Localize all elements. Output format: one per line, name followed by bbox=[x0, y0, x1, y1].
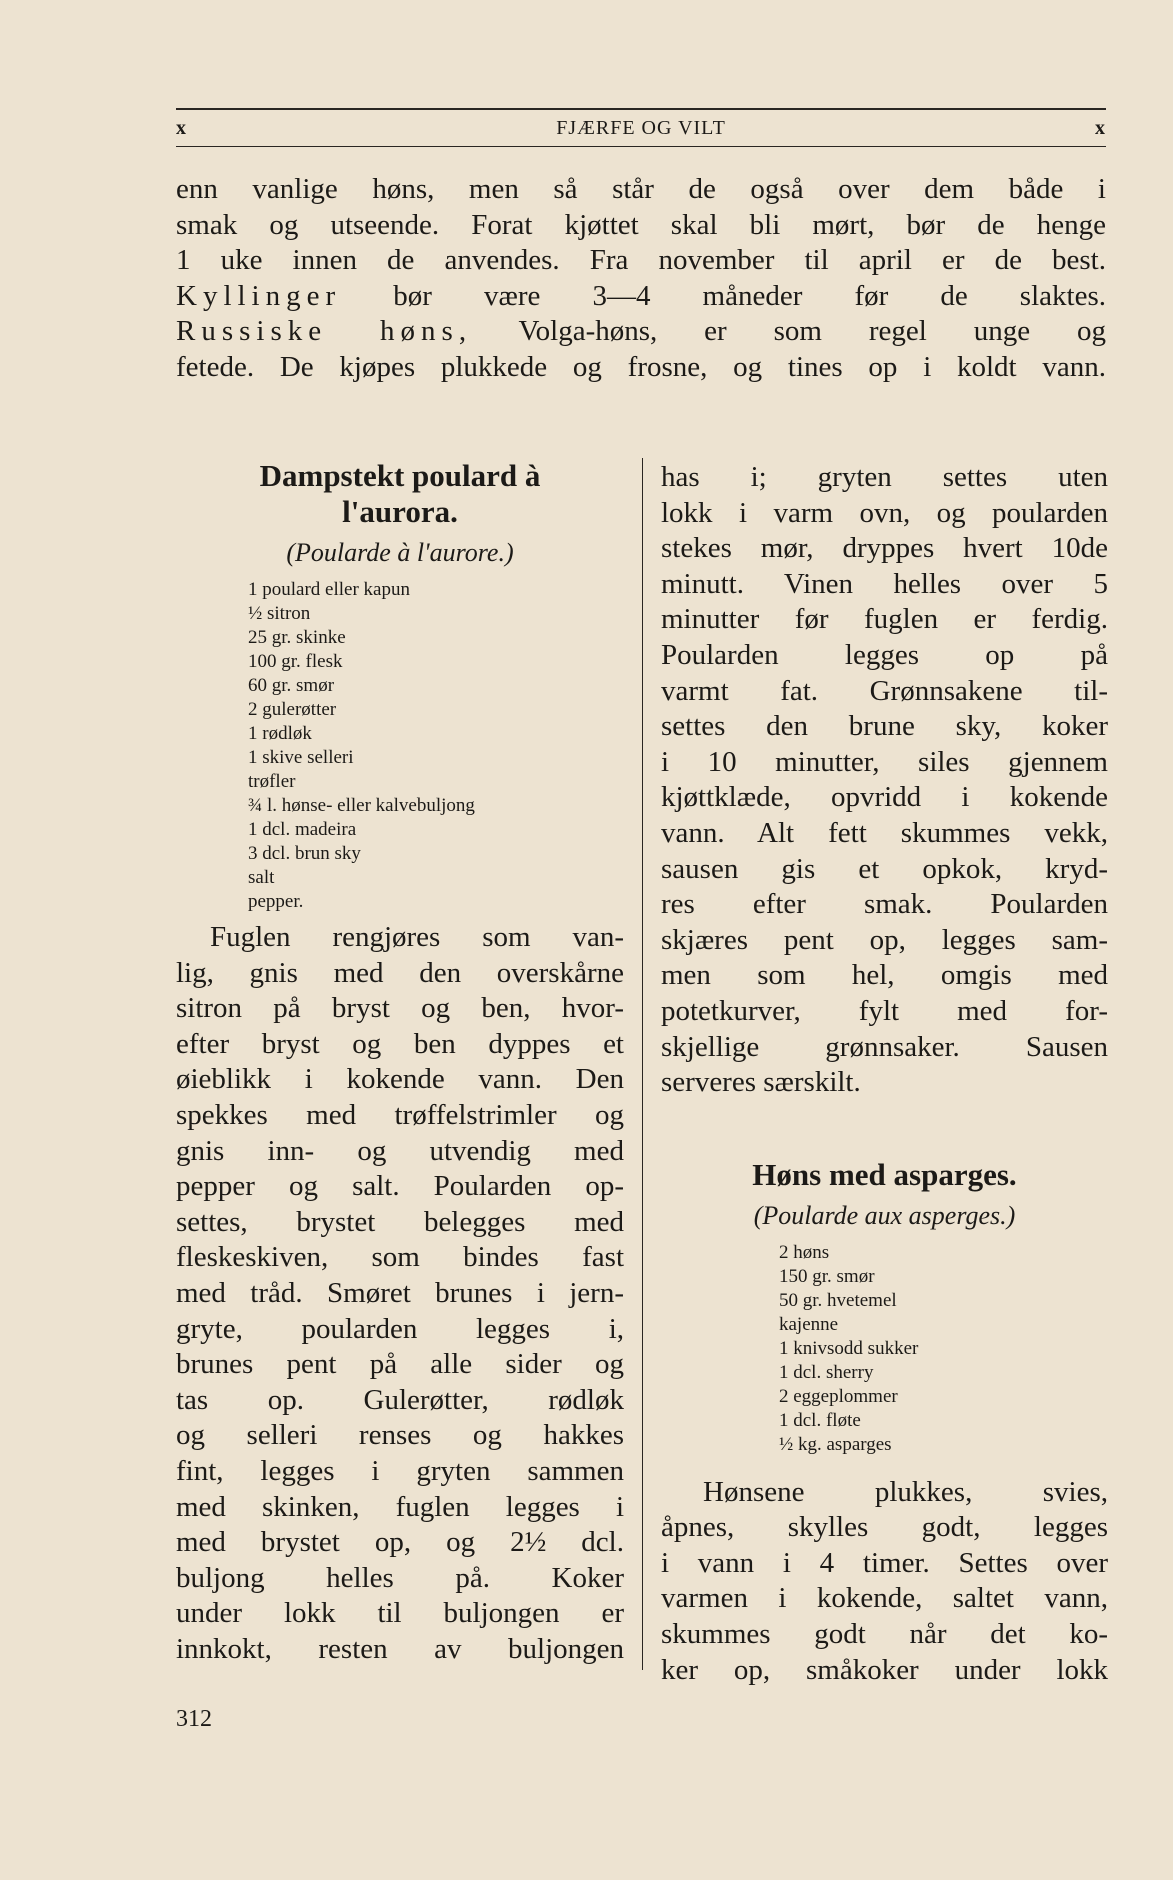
column-divider bbox=[642, 458, 643, 1670]
intro-paragraph bbox=[176, 172, 1106, 386]
ingredient-item: 1 skive selleri bbox=[248, 747, 354, 768]
recipe1-continuation bbox=[661, 460, 1108, 1101]
ingredient-item: ½ kg. asparges bbox=[779, 1433, 892, 1455]
body-line: kjøttklæde, opvridd i kokende bbox=[661, 781, 1108, 814]
ingredient-item: ½ sitron bbox=[248, 603, 311, 624]
ingredient-item: 1 dcl. fløte bbox=[779, 1409, 861, 1431]
intro-line: enn vanlige høns, men så står de også over dem både i bbox=[176, 173, 1106, 205]
body-line: i vann i 4 timer. Settes over bbox=[661, 1546, 1108, 1579]
intro-line: fetede. De kjøpes plukkede og frosne, og tines op i koldt vann. bbox=[176, 350, 1106, 383]
running-header bbox=[176, 112, 1106, 144]
body-line: has i; gryten settes uten bbox=[661, 461, 1108, 493]
body-line: Hønsene plukkes, svies, bbox=[703, 1475, 1108, 1508]
ingredient-item: 60 gr. smør bbox=[248, 675, 335, 696]
body-line: lokk i varm ovn, og poularden bbox=[661, 496, 1108, 529]
recipe2-subtitle: (Poularde aux asperges.) bbox=[753, 1200, 1016, 1230]
body-line: skummes godt når det ko- bbox=[661, 1618, 1108, 1651]
ingredient-item: 1 dcl. sherry bbox=[779, 1361, 874, 1383]
body-line: og selleri renses og hakkes bbox=[176, 1419, 624, 1452]
body-line: øieblikk i kokende vann. Den bbox=[176, 1063, 624, 1096]
body-line: minutter før fuglen er ferdig. bbox=[661, 603, 1108, 636]
header-rule-top bbox=[176, 108, 1106, 110]
right-column bbox=[661, 460, 1108, 1688]
body-line: settes, brystet belegges med bbox=[176, 1205, 624, 1238]
body-line: fleskeskiven, som bindes fast bbox=[176, 1241, 624, 1274]
ingredient-item: ¾ l. hønse- eller kalvebuljong bbox=[248, 795, 475, 816]
header-right-mark: x bbox=[1094, 116, 1106, 139]
recipe2-instructions bbox=[661, 1475, 1108, 1689]
recipe1-instructions bbox=[176, 920, 624, 1667]
intro-line: 1 uke innen de anvendes. Fra november til april er de best. bbox=[176, 244, 1106, 277]
ingredient-item: 1 rødløk bbox=[248, 723, 312, 744]
body-line: varmt fat. Grønnsakene til- bbox=[661, 674, 1108, 707]
body-line: lig, gnis med den overskårne bbox=[176, 956, 624, 989]
intro-line-rest: Volga-høns, er som regel unge og bbox=[472, 315, 1106, 348]
body-line: serveres særskilt. bbox=[661, 1066, 861, 1099]
kyllinger-term: Kyllinger bbox=[176, 279, 342, 312]
recipe1-title-line1: Dampstekt poulard à bbox=[259, 458, 541, 493]
body-line: potetkurver, fylt med for- bbox=[661, 994, 1108, 1027]
body-line: under lokk til buljongen er bbox=[176, 1597, 624, 1630]
ingredient-item: 50 gr. hvetemel bbox=[779, 1289, 897, 1311]
recipe1-ingredients bbox=[176, 578, 624, 914]
body-line: skjellige grønnsaker. Sausen bbox=[661, 1030, 1108, 1063]
body-line: skjæres pent op, legges sam- bbox=[661, 923, 1108, 956]
body-line: i 10 minutter, siles gjennem bbox=[661, 745, 1108, 778]
recipe2-title: Høns med asparges. bbox=[752, 1156, 1017, 1192]
intro-line bbox=[176, 279, 1106, 315]
body-line: res efter smak. Poularden bbox=[661, 888, 1108, 921]
body-line: Fuglen rengjøres som van- bbox=[210, 921, 624, 953]
body-line: med brystet op, og 2½ dcl. bbox=[176, 1526, 624, 1559]
body-line: åpnes, skylles godt, legges bbox=[661, 1511, 1108, 1544]
intro-line-rest: bør være 3—4 måneder før de slaktes. bbox=[341, 279, 1106, 312]
page-number: 312 bbox=[176, 1706, 212, 1732]
body-line: efter bryst og ben dyppes et bbox=[176, 1027, 624, 1060]
russiske-term: Russiske høns, bbox=[176, 315, 473, 348]
ingredient-item: 1 knivsodd sukker bbox=[779, 1337, 919, 1359]
body-line: varmen i kokende, saltet vann, bbox=[661, 1582, 1108, 1615]
ingredient-item: trøfler bbox=[248, 771, 296, 792]
body-line: tas op. Gulerøtter, rødløk bbox=[176, 1383, 624, 1416]
ingredient-item: 2 gulerøtter bbox=[248, 699, 337, 720]
ingredient-item: pepper. bbox=[248, 891, 304, 912]
body-line: vann. Alt fett skummes vekk, bbox=[661, 816, 1108, 849]
body-line: stekes mør, dryppes hvert 10de bbox=[661, 532, 1108, 565]
body-line: settes den brune sky, koker bbox=[661, 710, 1108, 743]
body-line: gnis inn- og utvendig med bbox=[176, 1134, 624, 1167]
header-left-mark: x bbox=[176, 116, 187, 139]
ingredient-item: 1 poulard eller kapun bbox=[248, 579, 410, 600]
body-line: gryte, poularden legges i, bbox=[176, 1312, 624, 1345]
left-column bbox=[176, 458, 624, 1667]
body-line: ker op, småkoker under lokk bbox=[661, 1653, 1108, 1686]
recipe1-subtitle: (Poularde à l'aurore.) bbox=[286, 538, 514, 567]
ingredient-item: 2 eggeplommer bbox=[779, 1385, 898, 1407]
ingredient-item: kajenne bbox=[779, 1313, 839, 1335]
body-line: fint, legges i gryten sammen bbox=[176, 1454, 624, 1487]
ingredient-item: 100 gr. flesk bbox=[248, 651, 343, 672]
body-line: med skinken, fuglen legges i bbox=[176, 1490, 624, 1523]
ingredient-item: 2 høns bbox=[779, 1241, 830, 1263]
recipe2-ingredients bbox=[661, 1241, 1108, 1457]
ingredient-item: 150 gr. smør bbox=[779, 1265, 875, 1287]
body-line: brunes pent på alle sider og bbox=[176, 1348, 624, 1381]
body-line: Poularden legges op på bbox=[661, 638, 1108, 671]
recipe1-title-line2: l'aurora. bbox=[342, 494, 458, 529]
body-line: med tråd. Smøret brunes i jern- bbox=[176, 1276, 624, 1309]
header-rule-bottom bbox=[176, 146, 1106, 147]
body-line: sitron på bryst og ben, hvor- bbox=[176, 992, 624, 1025]
body-line: sausen gis et opkok, kryd- bbox=[661, 852, 1108, 885]
ingredient-item: 25 gr. skinke bbox=[248, 627, 346, 648]
body-line: innkokt, resten av buljongen bbox=[176, 1632, 624, 1665]
body-line: spekkes med trøffelstrimler og bbox=[176, 1098, 624, 1131]
header-title: FJÆRFE OG VILT bbox=[556, 116, 726, 139]
intro-line: smak og utseende. Forat kjøttet skal bli mørt, bør de henge bbox=[176, 208, 1106, 241]
body-line: buljong helles på. Koker bbox=[176, 1561, 624, 1594]
body-line: pepper og salt. Poularden op- bbox=[176, 1170, 624, 1203]
body-line: men som hel, omgis med bbox=[661, 959, 1108, 992]
body-line: minutt. Vinen helles over 5 bbox=[661, 567, 1108, 600]
intro-line bbox=[176, 314, 1106, 350]
ingredient-item: 3 dcl. brun sky bbox=[248, 843, 361, 864]
ingredient-item: 1 dcl. madeira bbox=[248, 819, 357, 840]
ingredient-item: salt bbox=[248, 867, 275, 888]
